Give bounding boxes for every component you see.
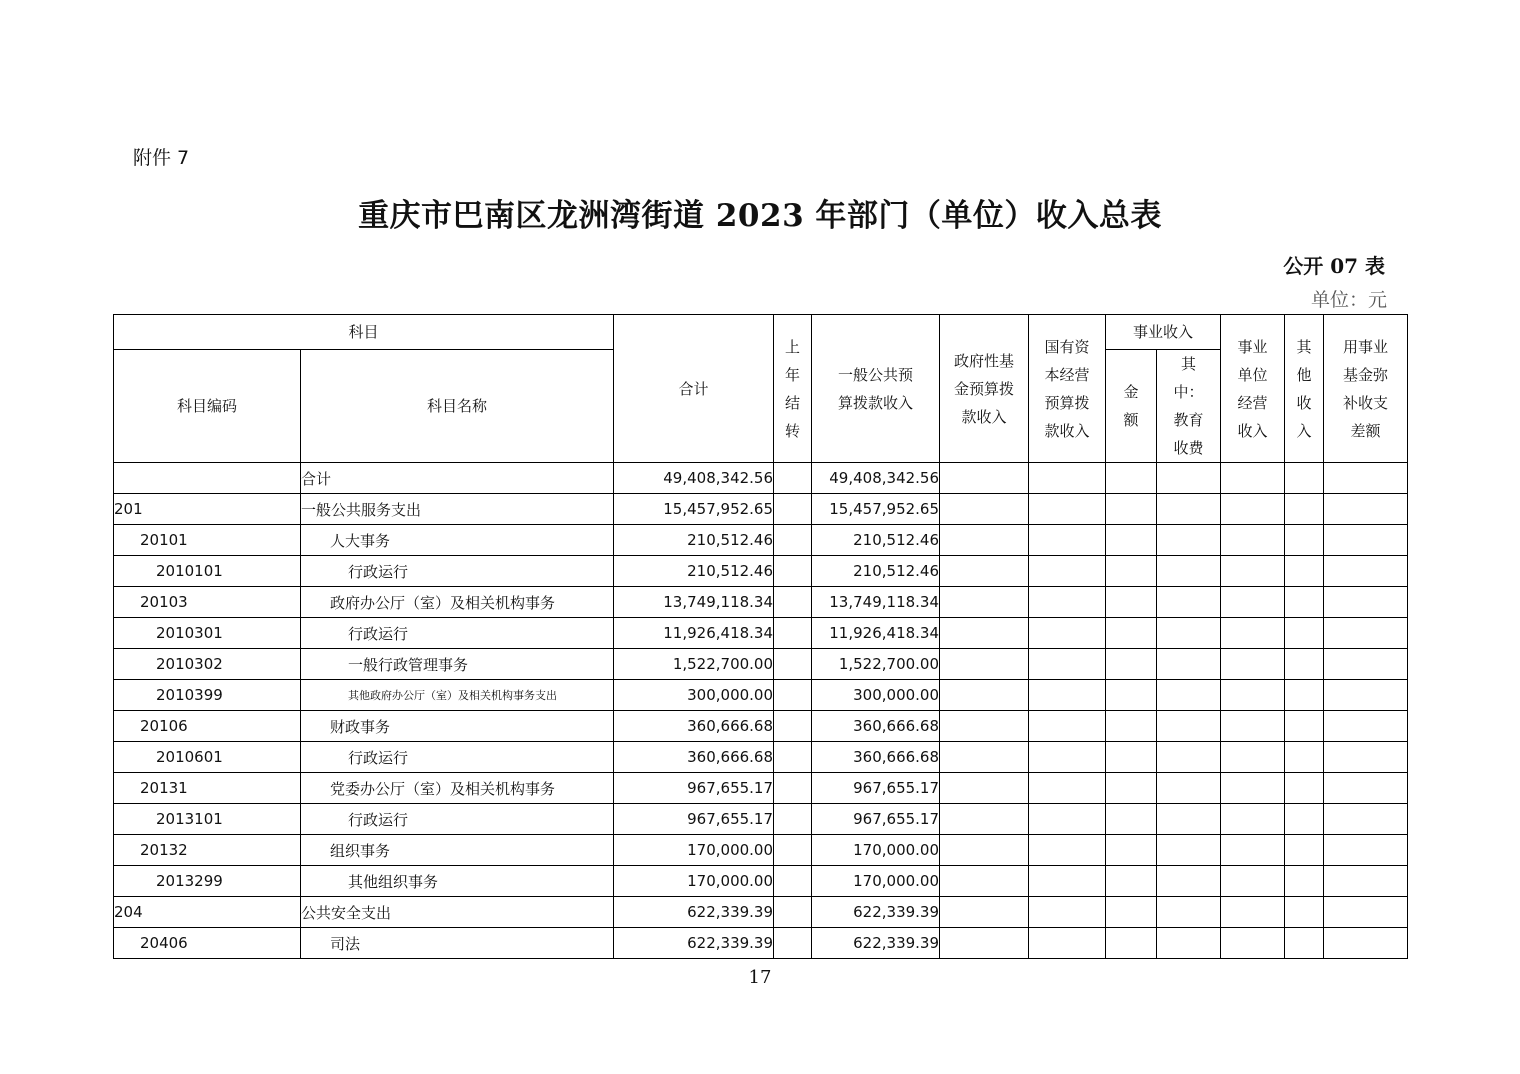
cell-code: 2010302 bbox=[114, 649, 301, 680]
cell-general-budget: 360,666.68 bbox=[812, 742, 940, 773]
cell-name: 组织事务 bbox=[301, 835, 614, 866]
cell-empty bbox=[1157, 711, 1221, 742]
header-code: 科目编码 bbox=[114, 350, 301, 463]
cell-empty bbox=[1324, 587, 1408, 618]
header-operating-income-text: 事业单位经营收入 bbox=[1237, 337, 1268, 440]
cell-empty bbox=[1324, 742, 1408, 773]
header-general-budget bbox=[812, 315, 940, 463]
header-institution-edu bbox=[1157, 350, 1221, 463]
cell-empty bbox=[1221, 773, 1285, 804]
cell-empty bbox=[940, 773, 1029, 804]
header-institution-income: 事业收入 bbox=[1106, 315, 1221, 350]
cell-code: 20106 bbox=[114, 711, 301, 742]
cell-empty bbox=[1029, 525, 1106, 556]
cell-general-budget: 967,655.17 bbox=[812, 773, 940, 804]
cell-carryover bbox=[774, 773, 812, 804]
cell-empty bbox=[1029, 494, 1106, 525]
cell-empty bbox=[1029, 463, 1106, 494]
cell-empty bbox=[1106, 835, 1157, 866]
cell-empty bbox=[1221, 835, 1285, 866]
cell-empty bbox=[1221, 804, 1285, 835]
cell-name: 财政事务 bbox=[301, 711, 614, 742]
cell-code: 2013299 bbox=[114, 866, 301, 897]
cell-empty bbox=[1324, 494, 1408, 525]
cell-name: 合计 bbox=[301, 463, 614, 494]
cell-code: 201 bbox=[114, 494, 301, 525]
cell-empty bbox=[1106, 897, 1157, 928]
cell-total: 967,655.17 bbox=[614, 804, 774, 835]
unit-label: 单位：元 bbox=[1310, 289, 1387, 311]
cell-general-budget: 13,749,118.34 bbox=[812, 587, 940, 618]
table-row bbox=[114, 525, 1408, 556]
cell-general-budget: 967,655.17 bbox=[812, 804, 940, 835]
cell-empty bbox=[1221, 525, 1285, 556]
cell-carryover bbox=[774, 463, 812, 494]
cell-name: 党委办公厅（室）及相关机构事务 bbox=[301, 773, 614, 804]
cell-name: 司法 bbox=[301, 928, 614, 959]
header-total: 合计 bbox=[614, 315, 774, 463]
cell-empty bbox=[1029, 649, 1106, 680]
cell-empty bbox=[1029, 680, 1106, 711]
cell-empty bbox=[1029, 835, 1106, 866]
table-row bbox=[114, 711, 1408, 742]
header-state-capital bbox=[1029, 315, 1106, 463]
cell-empty bbox=[1157, 897, 1221, 928]
header-fund-subsidy-text: 用事业基金弥补收支差额 bbox=[1343, 337, 1389, 440]
table-row bbox=[114, 866, 1408, 897]
cell-total: 300,000.00 bbox=[614, 680, 774, 711]
cell-empty bbox=[1221, 866, 1285, 897]
cell-empty bbox=[1285, 525, 1324, 556]
table-row bbox=[114, 494, 1408, 525]
cell-total: 360,666.68 bbox=[614, 742, 774, 773]
header-fund-subsidy bbox=[1324, 315, 1408, 463]
cell-empty bbox=[1324, 804, 1408, 835]
cell-empty bbox=[1324, 618, 1408, 649]
cell-empty bbox=[940, 680, 1029, 711]
cell-empty bbox=[1157, 742, 1221, 773]
cell-empty bbox=[1157, 680, 1221, 711]
cell-code: 2010601 bbox=[114, 742, 301, 773]
cell-empty bbox=[940, 463, 1029, 494]
cell-carryover bbox=[774, 494, 812, 525]
cell-name: 行政运行 bbox=[301, 618, 614, 649]
cell-carryover bbox=[774, 835, 812, 866]
cell-empty bbox=[1221, 928, 1285, 959]
cell-empty bbox=[1157, 835, 1221, 866]
cell-total: 15,457,952.65 bbox=[614, 494, 774, 525]
cell-empty bbox=[1157, 649, 1221, 680]
cell-empty bbox=[1221, 680, 1285, 711]
page-title: 重庆市巴南区龙洲湾街道 2023 年部门（单位）收入总表 bbox=[358, 198, 1162, 234]
cell-empty bbox=[940, 866, 1029, 897]
cell-empty bbox=[1157, 556, 1221, 587]
table-code: 公开 07 表 bbox=[1283, 254, 1385, 278]
cell-empty bbox=[1106, 494, 1157, 525]
cell-empty bbox=[1157, 494, 1221, 525]
cell-carryover bbox=[774, 618, 812, 649]
cell-empty bbox=[1221, 649, 1285, 680]
table-row bbox=[114, 556, 1408, 587]
cell-empty bbox=[1106, 804, 1157, 835]
cell-empty bbox=[940, 556, 1029, 587]
cell-total: 622,339.39 bbox=[614, 897, 774, 928]
cell-general-budget: 170,000.00 bbox=[812, 835, 940, 866]
cell-name: 其他组织事务 bbox=[301, 866, 614, 897]
cell-carryover bbox=[774, 804, 812, 835]
cell-empty bbox=[1324, 866, 1408, 897]
cell-empty bbox=[1324, 711, 1408, 742]
cell-general-budget: 622,339.39 bbox=[812, 928, 940, 959]
income-summary-table bbox=[113, 314, 1408, 959]
header-operating-income bbox=[1221, 315, 1285, 463]
cell-empty bbox=[1157, 525, 1221, 556]
cell-empty bbox=[1285, 618, 1324, 649]
cell-code: 2010301 bbox=[114, 618, 301, 649]
header-carryover-text: 上年结转 bbox=[785, 337, 801, 440]
cell-total: 49,408,342.56 bbox=[614, 463, 774, 494]
cell-name: 行政运行 bbox=[301, 742, 614, 773]
cell-empty bbox=[1029, 804, 1106, 835]
table-row bbox=[114, 649, 1408, 680]
cell-carryover bbox=[774, 742, 812, 773]
cell-general-budget: 15,457,952.65 bbox=[812, 494, 940, 525]
cell-code: 2013101 bbox=[114, 804, 301, 835]
cell-empty bbox=[1157, 866, 1221, 897]
cell-empty bbox=[940, 928, 1029, 959]
cell-general-budget: 210,512.46 bbox=[812, 525, 940, 556]
cell-empty bbox=[940, 804, 1029, 835]
table-row bbox=[114, 804, 1408, 835]
header-other-income bbox=[1285, 315, 1324, 463]
table-row bbox=[114, 897, 1408, 928]
cell-empty bbox=[940, 587, 1029, 618]
cell-general-budget: 210,512.46 bbox=[812, 556, 940, 587]
cell-name: 人大事务 bbox=[301, 525, 614, 556]
table-row bbox=[114, 742, 1408, 773]
cell-empty bbox=[1285, 897, 1324, 928]
cell-empty bbox=[1029, 742, 1106, 773]
cell-empty bbox=[1221, 556, 1285, 587]
cell-code bbox=[114, 463, 301, 494]
cell-empty bbox=[1324, 525, 1408, 556]
cell-total: 1,522,700.00 bbox=[614, 649, 774, 680]
table-row bbox=[114, 587, 1408, 618]
cell-general-budget: 170,000.00 bbox=[812, 866, 940, 897]
page-number: 17 bbox=[748, 967, 772, 988]
cell-empty bbox=[1221, 711, 1285, 742]
cell-empty bbox=[1106, 866, 1157, 897]
cell-name: 行政运行 bbox=[301, 804, 614, 835]
cell-empty bbox=[1157, 587, 1221, 618]
header-institution-edu-text: 其中：教育收费 bbox=[1173, 355, 1204, 457]
cell-carryover bbox=[774, 711, 812, 742]
cell-code: 20101 bbox=[114, 525, 301, 556]
cell-carryover bbox=[774, 525, 812, 556]
cell-total: 170,000.00 bbox=[614, 866, 774, 897]
cell-empty bbox=[1106, 773, 1157, 804]
cell-general-budget: 622,339.39 bbox=[812, 897, 940, 928]
cell-empty bbox=[1285, 494, 1324, 525]
cell-name: 其他政府办公厅（室）及相关机构事务支出 bbox=[301, 680, 614, 711]
table-row bbox=[114, 463, 1408, 494]
cell-name: 行政运行 bbox=[301, 556, 614, 587]
cell-empty bbox=[1324, 897, 1408, 928]
cell-name: 一般公共服务支出 bbox=[301, 494, 614, 525]
header-name: 科目名称 bbox=[301, 350, 614, 463]
cell-code: 2010101 bbox=[114, 556, 301, 587]
header-gov-fund-text: 政府性基金预算拨款收入 bbox=[954, 351, 1015, 426]
cell-total: 967,655.17 bbox=[614, 773, 774, 804]
cell-empty bbox=[1285, 928, 1324, 959]
cell-empty bbox=[1029, 928, 1106, 959]
cell-empty bbox=[1221, 897, 1285, 928]
cell-carryover bbox=[774, 587, 812, 618]
cell-empty bbox=[1324, 835, 1408, 866]
cell-empty bbox=[1157, 463, 1221, 494]
cell-empty bbox=[1324, 463, 1408, 494]
cell-empty bbox=[940, 618, 1029, 649]
cell-name: 政府办公厅（室）及相关机构事务 bbox=[301, 587, 614, 618]
cell-general-budget: 360,666.68 bbox=[812, 711, 940, 742]
cell-empty bbox=[1106, 711, 1157, 742]
cell-empty bbox=[1029, 556, 1106, 587]
cell-total: 622,339.39 bbox=[614, 928, 774, 959]
cell-empty bbox=[940, 835, 1029, 866]
header-gov-fund bbox=[940, 315, 1029, 463]
cell-code: 2010399 bbox=[114, 680, 301, 711]
cell-carryover bbox=[774, 897, 812, 928]
cell-empty bbox=[1106, 649, 1157, 680]
cell-empty bbox=[1106, 928, 1157, 959]
table-row bbox=[114, 835, 1408, 866]
cell-general-budget: 11,926,418.34 bbox=[812, 618, 940, 649]
cell-carryover bbox=[774, 649, 812, 680]
cell-empty bbox=[1106, 680, 1157, 711]
cell-carryover bbox=[774, 928, 812, 959]
table-row bbox=[114, 680, 1408, 711]
cell-empty bbox=[940, 711, 1029, 742]
cell-empty bbox=[1106, 587, 1157, 618]
cell-empty bbox=[1285, 835, 1324, 866]
cell-empty bbox=[940, 494, 1029, 525]
cell-code: 20131 bbox=[114, 773, 301, 804]
cell-empty bbox=[1221, 618, 1285, 649]
header-other-income-text: 其他收入 bbox=[1296, 337, 1312, 440]
cell-empty bbox=[1324, 649, 1408, 680]
header-state-capital-text: 国有资本经营预算拨款收入 bbox=[1044, 337, 1090, 440]
cell-empty bbox=[1285, 773, 1324, 804]
cell-empty bbox=[1157, 618, 1221, 649]
cell-empty bbox=[940, 897, 1029, 928]
cell-general-budget: 1,522,700.00 bbox=[812, 649, 940, 680]
cell-total: 170,000.00 bbox=[614, 835, 774, 866]
cell-empty bbox=[1221, 494, 1285, 525]
table-row bbox=[114, 773, 1408, 804]
cell-code: 204 bbox=[114, 897, 301, 928]
table-body bbox=[114, 463, 1408, 959]
cell-empty bbox=[940, 742, 1029, 773]
cell-empty bbox=[1106, 742, 1157, 773]
cell-empty bbox=[1285, 804, 1324, 835]
cell-empty bbox=[1029, 773, 1106, 804]
cell-empty bbox=[1324, 556, 1408, 587]
cell-code: 20132 bbox=[114, 835, 301, 866]
cell-empty bbox=[1285, 649, 1324, 680]
header-institution-amount bbox=[1106, 350, 1157, 463]
cell-empty bbox=[1157, 804, 1221, 835]
cell-empty bbox=[1285, 556, 1324, 587]
cell-carryover bbox=[774, 556, 812, 587]
cell-empty bbox=[1157, 773, 1221, 804]
cell-empty bbox=[1324, 773, 1408, 804]
table-row bbox=[114, 618, 1408, 649]
cell-empty bbox=[1285, 587, 1324, 618]
cell-empty bbox=[1324, 928, 1408, 959]
cell-code: 20406 bbox=[114, 928, 301, 959]
cell-general-budget: 300,000.00 bbox=[812, 680, 940, 711]
cell-empty bbox=[1029, 866, 1106, 897]
cell-empty bbox=[1285, 866, 1324, 897]
cell-total: 11,926,418.34 bbox=[614, 618, 774, 649]
cell-total: 13,749,118.34 bbox=[614, 587, 774, 618]
cell-empty bbox=[1157, 928, 1221, 959]
cell-carryover bbox=[774, 680, 812, 711]
cell-empty bbox=[1029, 711, 1106, 742]
cell-empty bbox=[1285, 680, 1324, 711]
cell-total: 210,512.46 bbox=[614, 525, 774, 556]
cell-name: 公共安全支出 bbox=[301, 897, 614, 928]
cell-empty bbox=[1221, 587, 1285, 618]
cell-empty bbox=[1285, 463, 1324, 494]
cell-general-budget: 49,408,342.56 bbox=[812, 463, 940, 494]
table-row bbox=[114, 928, 1408, 959]
cell-empty bbox=[1221, 463, 1285, 494]
cell-total: 360,666.68 bbox=[614, 711, 774, 742]
cell-empty bbox=[940, 649, 1029, 680]
cell-empty bbox=[1106, 525, 1157, 556]
cell-name: 一般行政管理事务 bbox=[301, 649, 614, 680]
header-general-budget-text: 一般公共预算拨款收入 bbox=[838, 365, 914, 412]
cell-empty bbox=[1029, 897, 1106, 928]
cell-empty bbox=[1106, 618, 1157, 649]
cell-carryover bbox=[774, 866, 812, 897]
cell-empty bbox=[1029, 618, 1106, 649]
attachment-label: 附件 7 bbox=[133, 147, 190, 169]
cell-empty bbox=[1106, 556, 1157, 587]
cell-empty bbox=[1324, 680, 1408, 711]
cell-empty bbox=[1285, 742, 1324, 773]
header-subject: 科目 bbox=[114, 315, 614, 350]
header-carryover bbox=[774, 315, 812, 463]
cell-empty bbox=[1285, 711, 1324, 742]
cell-empty bbox=[1221, 742, 1285, 773]
cell-total: 210,512.46 bbox=[614, 556, 774, 587]
cell-code: 20103 bbox=[114, 587, 301, 618]
cell-empty bbox=[940, 525, 1029, 556]
cell-empty bbox=[1029, 587, 1106, 618]
header-institution-amount-text: 金额 bbox=[1123, 383, 1139, 429]
cell-empty bbox=[1106, 463, 1157, 494]
